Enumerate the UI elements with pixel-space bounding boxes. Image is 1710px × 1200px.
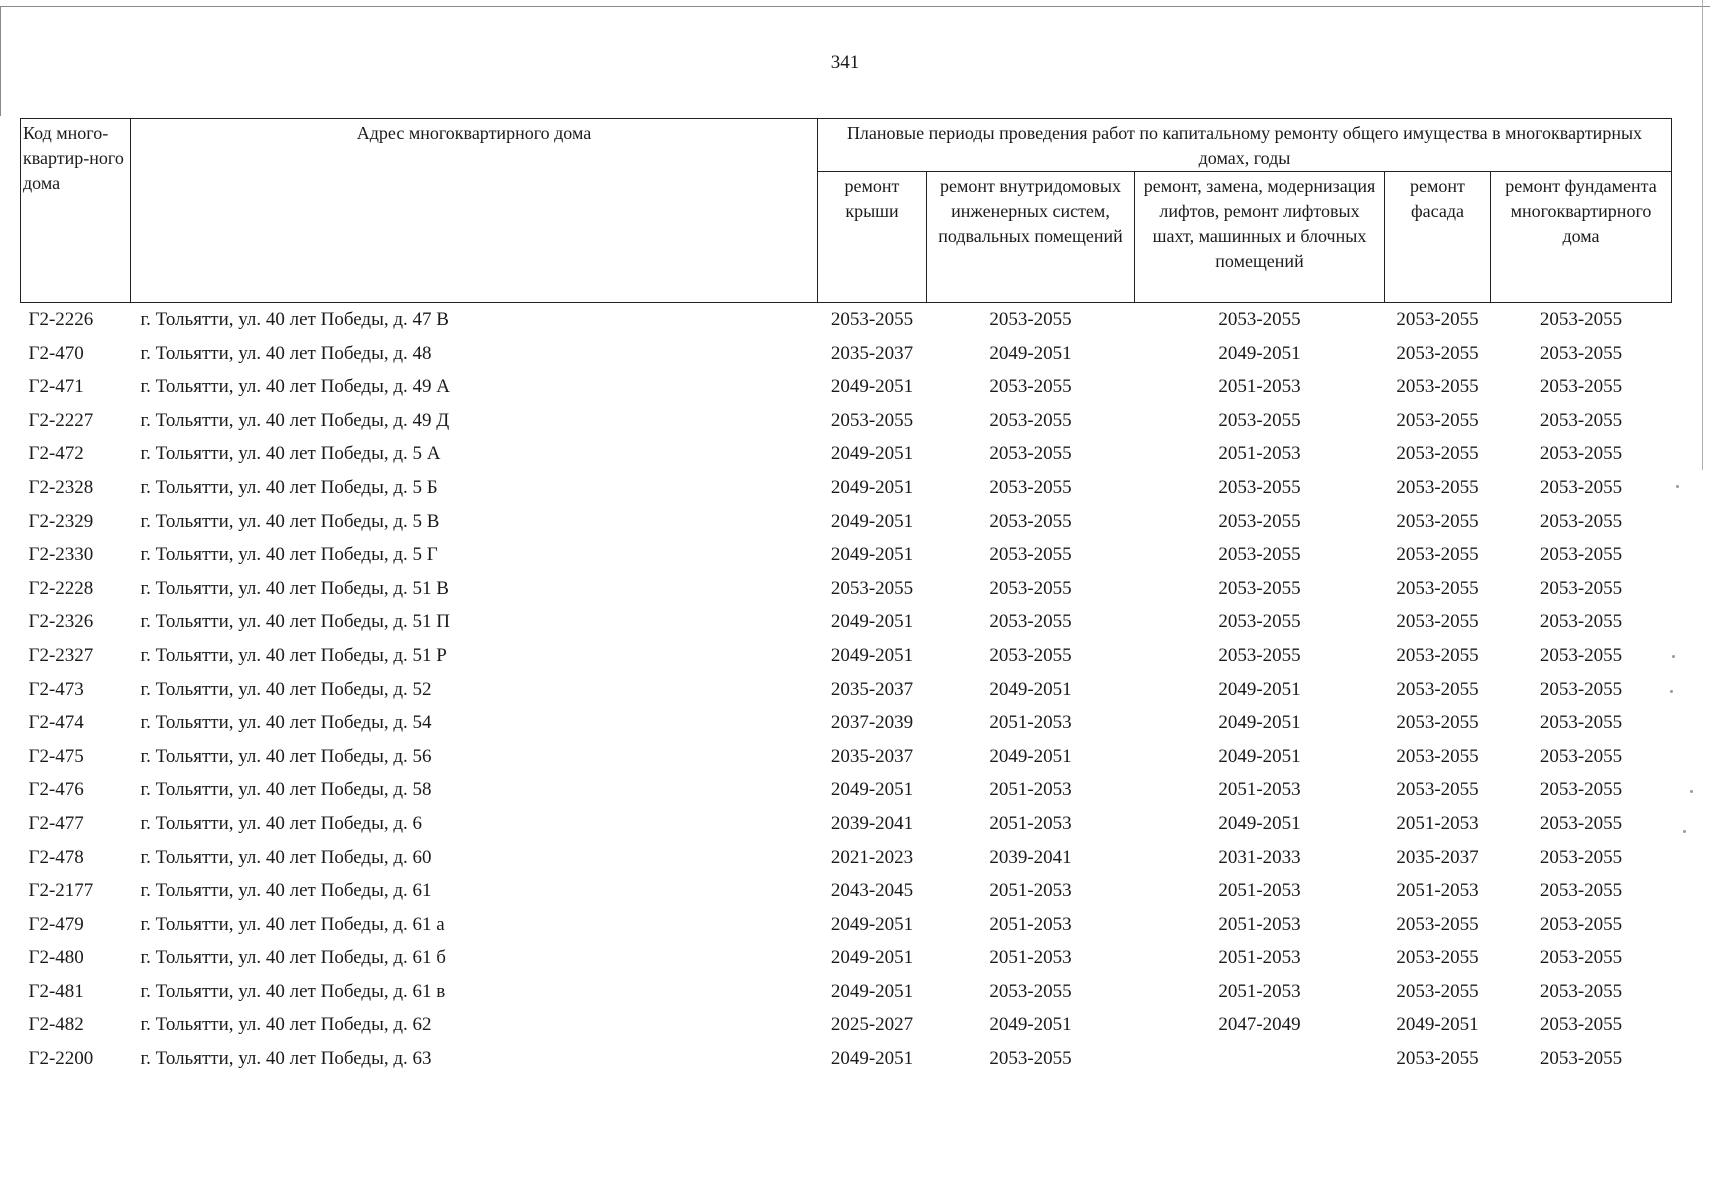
- cell-elevators: 2031-2033: [1218, 846, 1301, 868]
- cell-foundation: 2053-2055: [1539, 510, 1623, 532]
- cell-facade: 2053-2055: [1396, 577, 1479, 599]
- cell-systems: 2053-2055: [989, 644, 1072, 666]
- cell-elevators: 2053-2055: [1218, 644, 1301, 666]
- cell-address: г. Тольятти, ул. 40 лет Победы, д. 61: [140, 880, 432, 902]
- cell-roof: 2049-2051: [830, 510, 914, 532]
- cell-foundation: 2053-2055: [1539, 745, 1623, 767]
- cell-foundation: 2053-2055: [1539, 1048, 1623, 1070]
- cell-facade: 2053-2055: [1396, 947, 1479, 969]
- scan-speck: [1683, 830, 1686, 833]
- cell-address: г. Тольятти, ул. 40 лет Победы, д. 63: [140, 1048, 432, 1070]
- cell-code: Г2-2228: [28, 577, 94, 599]
- cell-roof: 2049-2051: [830, 476, 914, 498]
- cell-roof: 2049-2051: [830, 376, 914, 398]
- table-row: [21, 740, 1672, 774]
- table-row: [21, 706, 1672, 740]
- table-row: [21, 538, 1672, 572]
- cell-address: г. Тольятти, ул. 40 лет Победы, д. 47 В: [140, 309, 449, 330]
- cell-facade: 2049-2051: [1396, 1014, 1479, 1036]
- cell-address: г. Тольятти, ул. 40 лет Победы, д. 5 Г: [140, 544, 438, 566]
- cell-facade: 2053-2055: [1396, 476, 1479, 498]
- cell-systems: 2051-2053: [989, 712, 1072, 734]
- cell-facade: 2035-2037: [1396, 846, 1479, 868]
- cell-systems: 2049-2051: [989, 678, 1072, 700]
- scan-edge-right: [1702, 0, 1703, 470]
- cell-foundation: 2053-2055: [1539, 880, 1623, 902]
- cell-code: Г2-2328: [28, 476, 94, 498]
- header-periods-group: Плановые периоды проведения работ по капитальному ремонту общего имущества в многоквартирных домах, годы: [818, 119, 1672, 172]
- cell-facade: 2053-2055: [1396, 409, 1479, 431]
- cell-roof: 2035-2037: [830, 678, 914, 700]
- repair-schedule-table: [20, 118, 1672, 1076]
- cell-elevators: 2053-2055: [1218, 611, 1301, 633]
- table-row: [21, 572, 1672, 606]
- cell-address: г. Тольятти, ул. 40 лет Победы, д. 62: [140, 1014, 432, 1036]
- table-row: [21, 673, 1672, 707]
- cell-roof: 2049-2051: [830, 913, 914, 935]
- cell-systems: 2053-2055: [989, 309, 1072, 330]
- table-row: [21, 874, 1672, 908]
- cell-address: г. Тольятти, ул. 40 лет Победы, д. 49 Д: [140, 409, 450, 431]
- cell-elevators: 2051-2053: [1218, 947, 1301, 969]
- cell-foundation: 2053-2055: [1539, 913, 1623, 935]
- cell-elevators: 2053-2055: [1218, 577, 1301, 599]
- cell-code: Г2-2200: [28, 1048, 94, 1070]
- cell-foundation: 2053-2055: [1539, 1014, 1623, 1036]
- cell-systems: 2053-2055: [989, 443, 1072, 465]
- cell-facade: 2053-2055: [1396, 443, 1479, 465]
- cell-foundation: 2053-2055: [1539, 644, 1623, 666]
- cell-systems: 2053-2055: [989, 376, 1072, 398]
- cell-facade: 2053-2055: [1396, 644, 1479, 666]
- cell-code: Г2-470: [28, 342, 84, 364]
- cell-systems: 2051-2053: [989, 812, 1072, 834]
- cell-systems: 2053-2055: [989, 510, 1072, 532]
- cell-elevators: 2051-2053: [1218, 779, 1301, 801]
- header-roof: ремонт крыши: [818, 172, 927, 303]
- header-code: Код много-квартир-ного дома: [21, 119, 131, 303]
- cell-code: Г2-476: [28, 779, 84, 801]
- cell-systems: 2049-2051: [989, 1014, 1072, 1036]
- cell-foundation: 2053-2055: [1539, 712, 1623, 734]
- cell-foundation: 2053-2055: [1539, 980, 1623, 1002]
- table-row: [21, 773, 1672, 807]
- cell-roof: 2049-2051: [830, 1048, 914, 1070]
- cell-address: г. Тольятти, ул. 40 лет Победы, д. 51 Р: [140, 644, 447, 666]
- cell-facade: 2053-2055: [1396, 678, 1479, 700]
- table-row: [21, 807, 1672, 841]
- cell-code: Г2-474: [28, 712, 84, 734]
- cell-address: г. Тольятти, ул. 40 лет Победы, д. 5 Б: [140, 476, 438, 498]
- cell-roof: 2035-2037: [830, 745, 914, 767]
- cell-code: Г2-2227: [28, 409, 94, 431]
- cell-facade: 2053-2055: [1396, 544, 1479, 566]
- cell-elevators: 2051-2053: [1218, 376, 1301, 398]
- cell-elevators: 2051-2053: [1218, 980, 1301, 1002]
- cell-roof: 2053-2055: [830, 409, 914, 431]
- cell-code: Г2-478: [28, 846, 84, 868]
- cell-address: г. Тольятти, ул. 40 лет Победы, д. 5 А: [140, 443, 441, 465]
- cell-facade: 2053-2055: [1396, 510, 1479, 532]
- cell-systems: 2053-2055: [989, 980, 1072, 1002]
- cell-code: Г2-471: [28, 376, 84, 398]
- cell-roof: 2043-2045: [830, 880, 914, 902]
- cell-address: г. Тольятти, ул. 40 лет Победы, д. 51 В: [140, 577, 449, 599]
- cell-facade: 2053-2055: [1396, 980, 1479, 1002]
- cell-systems: 2053-2055: [989, 476, 1072, 498]
- cell-foundation: 2053-2055: [1539, 577, 1623, 599]
- cell-facade: 2053-2055: [1396, 309, 1479, 330]
- table-row: [21, 1042, 1672, 1076]
- cell-elevators: 2053-2055: [1218, 544, 1301, 566]
- cell-foundation: 2053-2055: [1539, 678, 1623, 700]
- cell-systems: 2049-2051: [989, 745, 1072, 767]
- header-foundation: ремонт фундамента многоквартирного дома: [1491, 172, 1672, 303]
- scan-speck: [1670, 690, 1673, 693]
- cell-address: г. Тольятти, ул. 40 лет Победы, д. 60: [140, 846, 432, 868]
- cell-roof: 2025-2027: [830, 1014, 914, 1036]
- cell-foundation: 2053-2055: [1539, 376, 1623, 398]
- cell-elevators: 2049-2051: [1218, 745, 1301, 767]
- cell-elevators: 2053-2055: [1218, 309, 1301, 330]
- cell-code: Г2-477: [28, 812, 84, 834]
- scan-speck: [1672, 655, 1675, 658]
- cell-foundation: 2053-2055: [1539, 309, 1623, 330]
- cell-foundation: 2053-2055: [1539, 544, 1623, 566]
- cell-systems: 2051-2053: [989, 947, 1072, 969]
- cell-systems: 2053-2055: [989, 409, 1072, 431]
- scan-speck: [1676, 485, 1679, 488]
- cell-address: г. Тольятти, ул. 40 лет Победы, д. 49 А: [140, 376, 450, 398]
- cell-address: г. Тольятти, ул. 40 лет Победы, д. 6: [140, 812, 423, 834]
- cell-code: Г2-472: [28, 443, 84, 465]
- cell-facade: 2053-2055: [1396, 913, 1479, 935]
- header-facade: ремонт фасада: [1385, 172, 1491, 303]
- cell-roof: 2035-2037: [830, 342, 914, 364]
- cell-facade: 2051-2053: [1396, 880, 1479, 902]
- cell-facade: 2053-2055: [1396, 745, 1479, 767]
- cell-code: Г2-480: [28, 947, 84, 969]
- cell-elevators: 2049-2051: [1218, 342, 1301, 364]
- header-systems: ремонт внутридомовых инженерных систем, подвальных помещений: [927, 172, 1135, 303]
- table-row: [21, 404, 1672, 438]
- cell-foundation: 2053-2055: [1539, 846, 1623, 868]
- cell-address: г. Тольятти, ул. 40 лет Победы, д. 56: [140, 745, 432, 767]
- cell-code: Г2-482: [28, 1014, 84, 1036]
- cell-address: г. Тольятти, ул. 40 лет Победы, д. 58: [140, 779, 432, 801]
- cell-foundation: 2053-2055: [1539, 476, 1623, 498]
- scan-edge-top: [0, 6, 1710, 7]
- table-row: [21, 437, 1672, 471]
- cell-roof: 2053-2055: [830, 309, 914, 330]
- table-row: [21, 975, 1672, 1009]
- table-row: [21, 908, 1672, 942]
- cell-code: Г2-473: [28, 678, 84, 700]
- table-row: [21, 1008, 1672, 1042]
- cell-facade: 2053-2055: [1396, 376, 1479, 398]
- cell-roof: 2021-2023: [830, 846, 914, 868]
- cell-code: Г2-2226: [28, 309, 94, 330]
- table-row: [21, 841, 1672, 875]
- cell-systems: 2053-2055: [989, 611, 1072, 633]
- cell-code: Г2-475: [28, 745, 84, 767]
- cell-foundation: 2053-2055: [1539, 611, 1623, 633]
- cell-roof: 2049-2051: [830, 443, 914, 465]
- cell-elevators: 2051-2053: [1218, 913, 1301, 935]
- cell-systems: 2053-2055: [989, 577, 1072, 599]
- header-address: Адрес многоквартирного дома: [131, 119, 818, 303]
- cell-foundation: 2053-2055: [1539, 812, 1623, 834]
- cell-elevators: 2053-2055: [1218, 510, 1301, 532]
- cell-foundation: 2053-2055: [1539, 947, 1623, 969]
- table-row: [21, 605, 1672, 639]
- table-row: [21, 471, 1672, 505]
- cell-roof: 2049-2051: [830, 644, 914, 666]
- cell-facade: 2051-2053: [1396, 812, 1479, 834]
- cell-elevators: 2053-2055: [1218, 476, 1301, 498]
- cell-foundation: 2053-2055: [1539, 779, 1623, 801]
- cell-roof: 2049-2051: [830, 980, 914, 1002]
- cell-address: г. Тольятти, ул. 40 лет Победы, д. 5 В: [140, 510, 440, 532]
- cell-facade: 2053-2055: [1396, 779, 1479, 801]
- cell-code: Г2-2329: [28, 510, 94, 532]
- cell-elevators: 2049-2051: [1218, 678, 1301, 700]
- cell-address: г. Тольятти, ул. 40 лет Победы, д. 51 П: [140, 611, 450, 633]
- cell-systems: 2039-2041: [989, 846, 1072, 868]
- cell-elevators: 2049-2051: [1218, 712, 1301, 734]
- cell-address: г. Тольятти, ул. 40 лет Победы, д. 61 а: [140, 913, 445, 935]
- cell-code: Г2-2177: [28, 880, 94, 902]
- cell-systems: 2051-2053: [989, 880, 1072, 902]
- cell-roof: 2049-2051: [830, 544, 914, 566]
- cell-facade: 2053-2055: [1396, 712, 1479, 734]
- page-number: 341: [830, 52, 860, 73]
- cell-facade: 2053-2055: [1396, 1048, 1479, 1070]
- cell-systems: 2053-2055: [989, 544, 1072, 566]
- cell-systems: 2051-2053: [989, 779, 1072, 801]
- cell-address: г. Тольятти, ул. 40 лет Победы, д. 52: [140, 678, 432, 700]
- cell-roof: 2049-2051: [830, 611, 914, 633]
- cell-roof: 2037-2039: [830, 712, 914, 734]
- cell-code: Г2-2326: [28, 611, 94, 633]
- table-row: [21, 337, 1672, 371]
- scan-speck: [1690, 790, 1693, 793]
- cell-foundation: 2053-2055: [1539, 342, 1623, 364]
- table-row: [21, 370, 1672, 404]
- cell-facade: 2053-2055: [1396, 611, 1479, 633]
- cell-roof: 2049-2051: [830, 779, 914, 801]
- cell-roof: 2039-2041: [830, 812, 914, 834]
- cell-facade: 2053-2055: [1396, 342, 1479, 364]
- cell-code: Г2-479: [28, 913, 84, 935]
- table-row: [21, 303, 1672, 337]
- cell-address: г. Тольятти, ул. 40 лет Победы, д. 48: [140, 342, 432, 364]
- table-row: [21, 505, 1672, 539]
- cell-address: г. Тольятти, ул. 40 лет Победы, д. 54: [140, 712, 432, 734]
- cell-elevators: 2051-2053: [1218, 443, 1301, 465]
- table-row: [21, 941, 1672, 975]
- cell-foundation: 2053-2055: [1539, 409, 1623, 431]
- table-row: [21, 639, 1672, 673]
- cell-roof: 2053-2055: [830, 577, 914, 599]
- cell-code: Г2-2330: [28, 544, 94, 566]
- cell-systems: 2049-2051: [989, 342, 1072, 364]
- cell-elevators: 2053-2055: [1218, 409, 1301, 431]
- cell-elevators: [1135, 1042, 1385, 1076]
- cell-address: г. Тольятти, ул. 40 лет Победы, д. 61 в: [140, 980, 446, 1002]
- cell-address: г. Тольятти, ул. 40 лет Победы, д. 61 б: [140, 947, 446, 969]
- cell-elevators: 2047-2049: [1218, 1014, 1301, 1036]
- cell-code: Г2-481: [28, 980, 84, 1002]
- cell-systems: 2053-2055: [989, 1048, 1072, 1070]
- cell-systems: 2051-2053: [989, 913, 1072, 935]
- cell-foundation: 2053-2055: [1539, 443, 1623, 465]
- cell-code: Г2-2327: [28, 644, 94, 666]
- cell-roof: 2049-2051: [830, 947, 914, 969]
- cell-elevators: 2049-2051: [1218, 812, 1301, 834]
- header-elevators: ремонт, замена, модернизация лифтов, ремонт лифтовых шахт, машинных и блочных помещений: [1135, 172, 1385, 303]
- cell-elevators: 2051-2053: [1218, 880, 1301, 902]
